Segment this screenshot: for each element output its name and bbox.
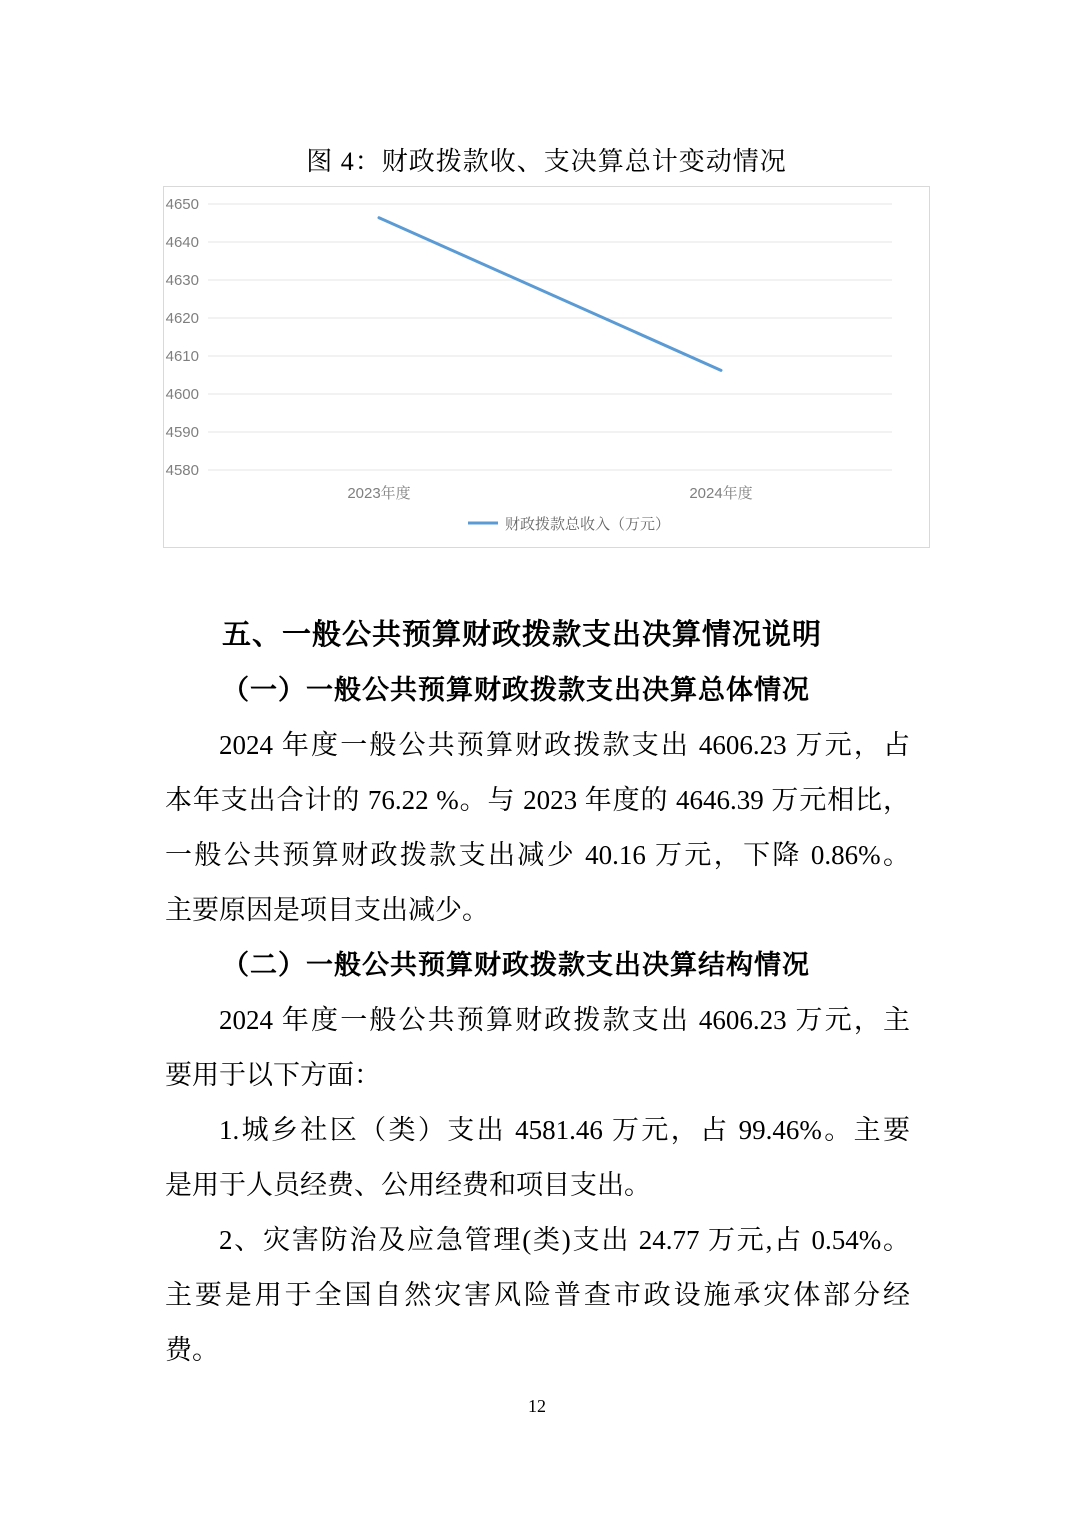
page-number: 12 (528, 1396, 546, 1416)
list-item-line: 费。 (165, 1335, 219, 1365)
paragraph-line: 主要原因是项目支出减少。 (165, 895, 489, 925)
list-item-line: 主要是用于全国自然灾害风险普查市政设施承灾体部分经 (165, 1280, 910, 1310)
subsection-heading-2: （二）一般公共预算财政拨款支出决算结构情况 (222, 950, 810, 980)
list-item-line: 2、灾害防治及应急管理(类)支出 24.77 万元,占 0.54%。 (219, 1225, 910, 1255)
y-tick-label: 4610 (165, 348, 199, 365)
list-item-line: 是用于人员经费、公用经费和项目支出。 (165, 1170, 651, 1200)
paragraph-line: 本年支出合计的 76.22 %。与 2023 年度的 4646.39 万元相比， (165, 785, 910, 815)
section-heading: 五、一般公共预算财政拨款支出决算情况说明 (222, 619, 823, 651)
y-tick-label: 4640 (165, 234, 199, 251)
document-body (165, 608, 910, 1378)
figure-title: 图 4：财政拨款收、支决算总计变动情况 (306, 147, 787, 176)
line-chart-svg (164, 187, 929, 547)
paragraph-line: 2024 年度一般公共预算财政拨款支出 4606.23 万元，主 (219, 1005, 910, 1035)
x-tick-label: 2023年度 (347, 485, 411, 502)
legend-label: 财政拨款总收入（万元） (505, 516, 671, 533)
y-tick-label: 4580 (165, 462, 199, 479)
paragraph-line: 2024 年度一般公共预算财政拨款支出 4606.23 万元，占 (219, 730, 910, 760)
x-tick-label: 2024年度 (689, 485, 753, 502)
fiscal-appropriation-line-chart (163, 186, 930, 548)
subsection-heading-1: （一）一般公共预算财政拨款支出决算总体情况 (222, 675, 810, 705)
data-line (379, 218, 721, 371)
list-item-line: 1.城乡社区（类）支出 4581.46 万元，占 99.46%。主要 (219, 1115, 910, 1145)
y-tick-label: 4620 (165, 310, 199, 327)
y-tick-label: 4630 (165, 272, 199, 289)
paragraph-line: 要用于以下方面： (165, 1060, 381, 1090)
y-tick-label: 4650 (165, 196, 199, 213)
paragraph-line: 一般公共预算财政拨款支出减少 40.16 万元，下降 0.86%。 (165, 840, 910, 870)
y-tick-label: 4600 (165, 386, 199, 403)
y-tick-label: 4590 (165, 424, 199, 441)
